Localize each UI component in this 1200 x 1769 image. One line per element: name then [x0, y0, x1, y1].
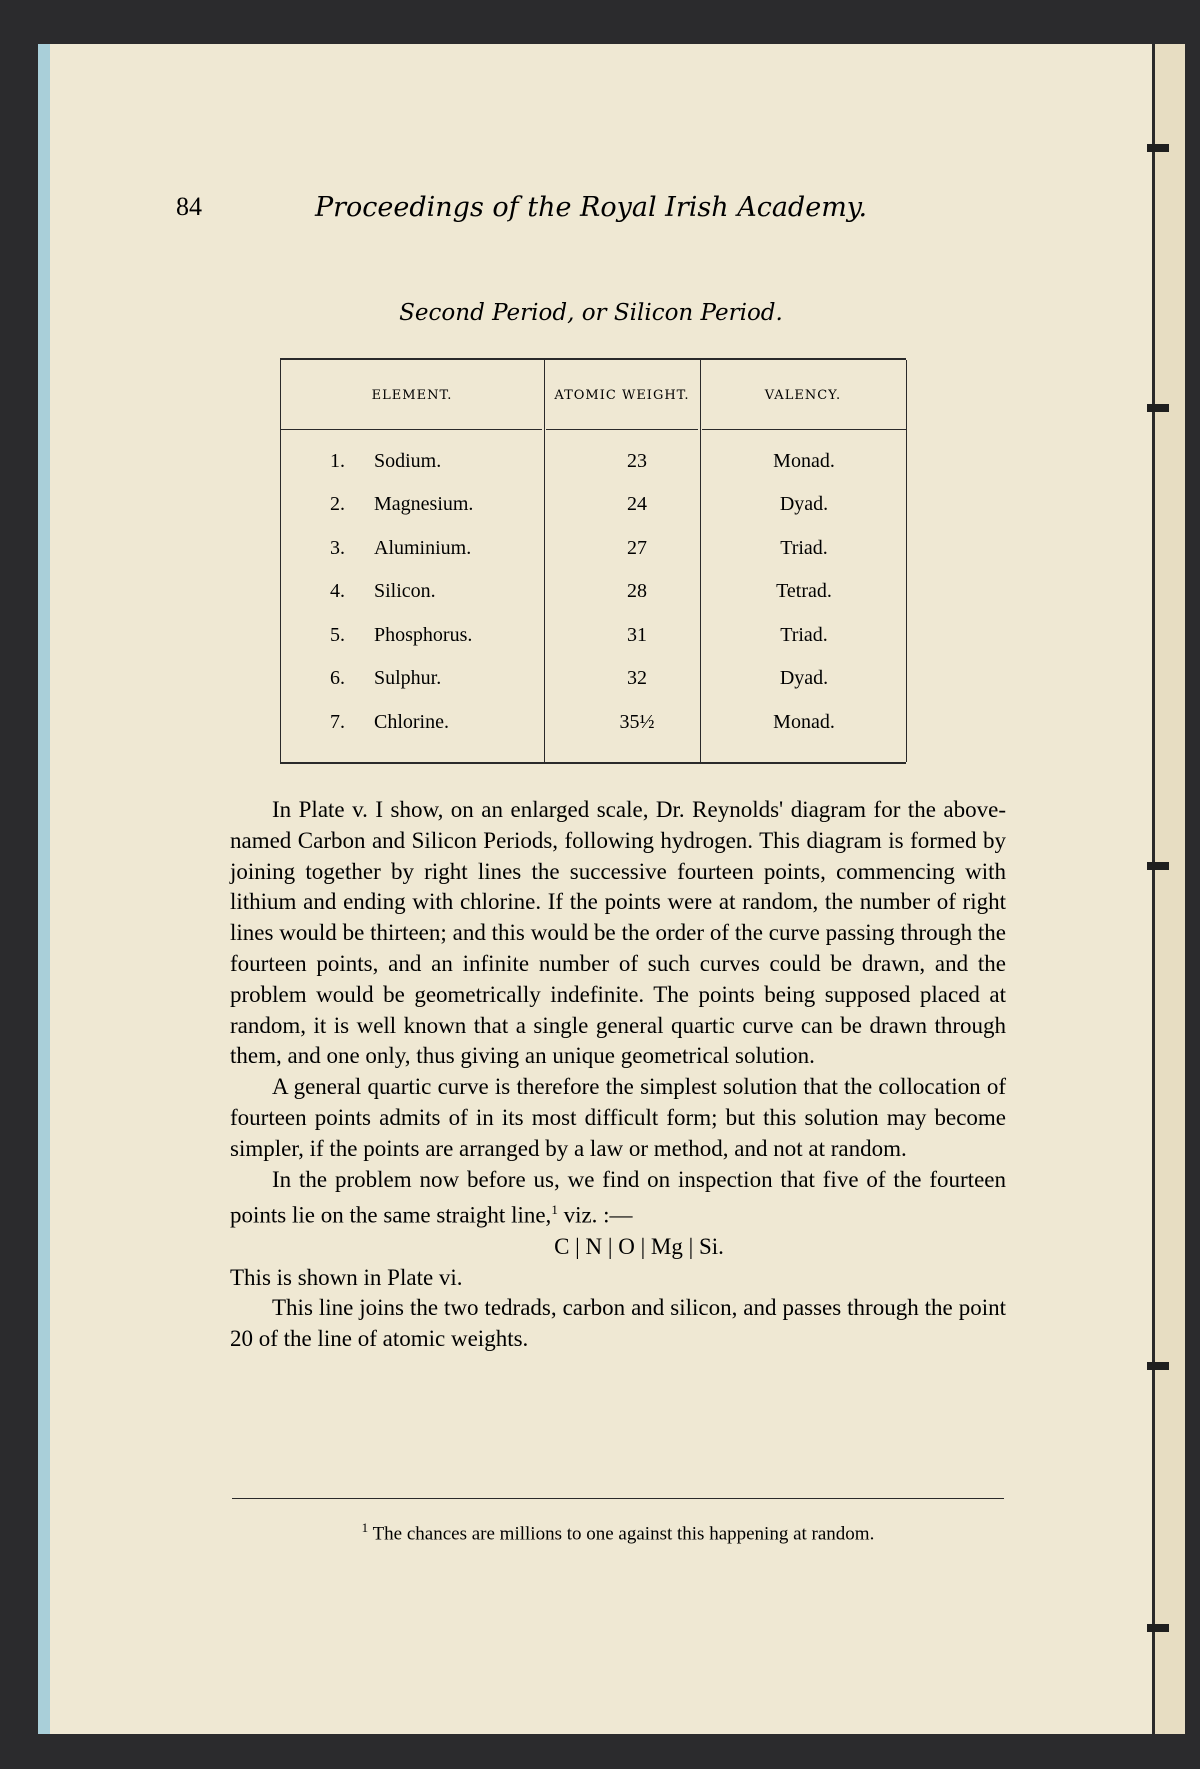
element-name: Sulphur.: [374, 667, 442, 689]
paragraph: This line joins the two tedrads, carbon and silicon, and passes through the point 20 of the line of atomic weights.: [230, 1295, 1006, 1352]
table-row: [280, 667, 906, 711]
atomic-weight: 24: [627, 493, 647, 515]
row-number: 7.: [330, 711, 345, 733]
elements-table: [280, 358, 906, 764]
valency: Triad.: [780, 537, 828, 559]
header-underline: [280, 429, 542, 430]
paragraph: In Plate v. I show, on an enlarged scale, Dr. Reynolds' diagram for the above-named Carbon and Silicon Periods, following hydrogen. This diagram is formed by joining together by right lines the successive fourteen points, commencing with lithium and ending with chlorine. If the points were at random, the number of right lines would be thirteen; and this would be the order of the curve passing through the fourteen points, and an infinite number of such curves could be drawn, and the problem would be geometrically indefinite. The points being supposed placed at random, it is well known that a single general quartic curve can be drawn through them, and one only, thus giving an unique geometrical solution.: [230, 797, 1006, 1069]
page-number: 84: [176, 192, 202, 221]
element-name: Aluminium.: [374, 537, 472, 559]
paragraph: [230, 1165, 1006, 1232]
binding-thread: [1147, 862, 1169, 870]
row-number: 1.: [330, 450, 345, 472]
element-name: Chlorine.: [374, 711, 449, 733]
binding-thread: [1147, 1624, 1169, 1632]
element-name: Silicon.: [374, 580, 436, 602]
row-number: 2.: [330, 493, 345, 515]
atomic-weight: 27: [627, 537, 647, 559]
atomic-weight: 32: [627, 667, 647, 689]
valency: Tetrad.: [776, 580, 832, 602]
table-row: [280, 450, 906, 494]
row-number: 3.: [330, 537, 345, 559]
table-row: [280, 711, 906, 755]
valency: Monad.: [773, 450, 835, 472]
footnote-text: The chances are millions to one against this happening at random.: [368, 1523, 875, 1545]
facing-page-edge: [1152, 44, 1185, 1734]
row-number: 4.: [330, 580, 345, 602]
row-number: 5.: [330, 624, 345, 646]
binding-thread: [1147, 144, 1169, 152]
column-header-valency: VALENCY.: [764, 388, 842, 403]
column-header-atomic-weight: ATOMIC WEIGHT.: [554, 388, 690, 403]
atomic-weight: 35½: [619, 711, 655, 733]
valency: Triad.: [780, 624, 828, 646]
page-header: [176, 192, 1006, 242]
footnote-marker: 1: [361, 1520, 369, 1535]
valency: Dyad.: [779, 493, 829, 515]
table-row: [280, 624, 906, 668]
valency: Dyad.: [779, 667, 829, 689]
atomic-weight: 31: [627, 624, 647, 646]
paragraph-text: In the problem now before us, we find on inspection that five of the fourteen points lie on the same straight line,: [230, 1166, 1006, 1229]
paragraph: This is shown in Plate vi.: [230, 1264, 463, 1290]
table-row: [280, 493, 906, 537]
table-row: [280, 580, 906, 624]
table-rule-right: [906, 360, 907, 762]
footnote-reference: 1: [551, 1202, 558, 1218]
atomic-weight: 28: [627, 580, 647, 602]
atomic-weight: 23: [627, 450, 647, 472]
section-title: Second Period, or Silicon Period.: [399, 300, 783, 326]
footnote: [232, 1520, 1004, 1545]
paragraph-text: viz. :—: [557, 1203, 633, 1229]
running-head: Proceedings of the Royal Irish Academy.: [314, 192, 868, 223]
footnote-divider: [232, 1498, 1004, 1499]
header-underline: [702, 429, 906, 430]
paragraph: A general quartic curve is therefore the simplest solution that the collocation of fourteen points admits of in its most difficult form; but this solution may become simpler, if the points are arranged by a law or method, and not at random.: [230, 1074, 1006, 1161]
row-number: 6.: [330, 667, 345, 689]
table-row: [280, 537, 906, 581]
element-name: Sodium.: [374, 450, 442, 472]
binding-thread: [1147, 1362, 1169, 1370]
binding-thread: [1147, 404, 1169, 412]
valency: Monad.: [773, 711, 835, 733]
formula-line: C | N | O | Mg | Si.: [554, 1233, 724, 1259]
header-underline: [546, 429, 698, 430]
body-text: [230, 795, 1006, 1355]
column-header-element: ELEMENT.: [371, 388, 453, 403]
element-name: Phosphorus.: [374, 624, 473, 646]
element-name: Magnesium.: [374, 493, 474, 515]
